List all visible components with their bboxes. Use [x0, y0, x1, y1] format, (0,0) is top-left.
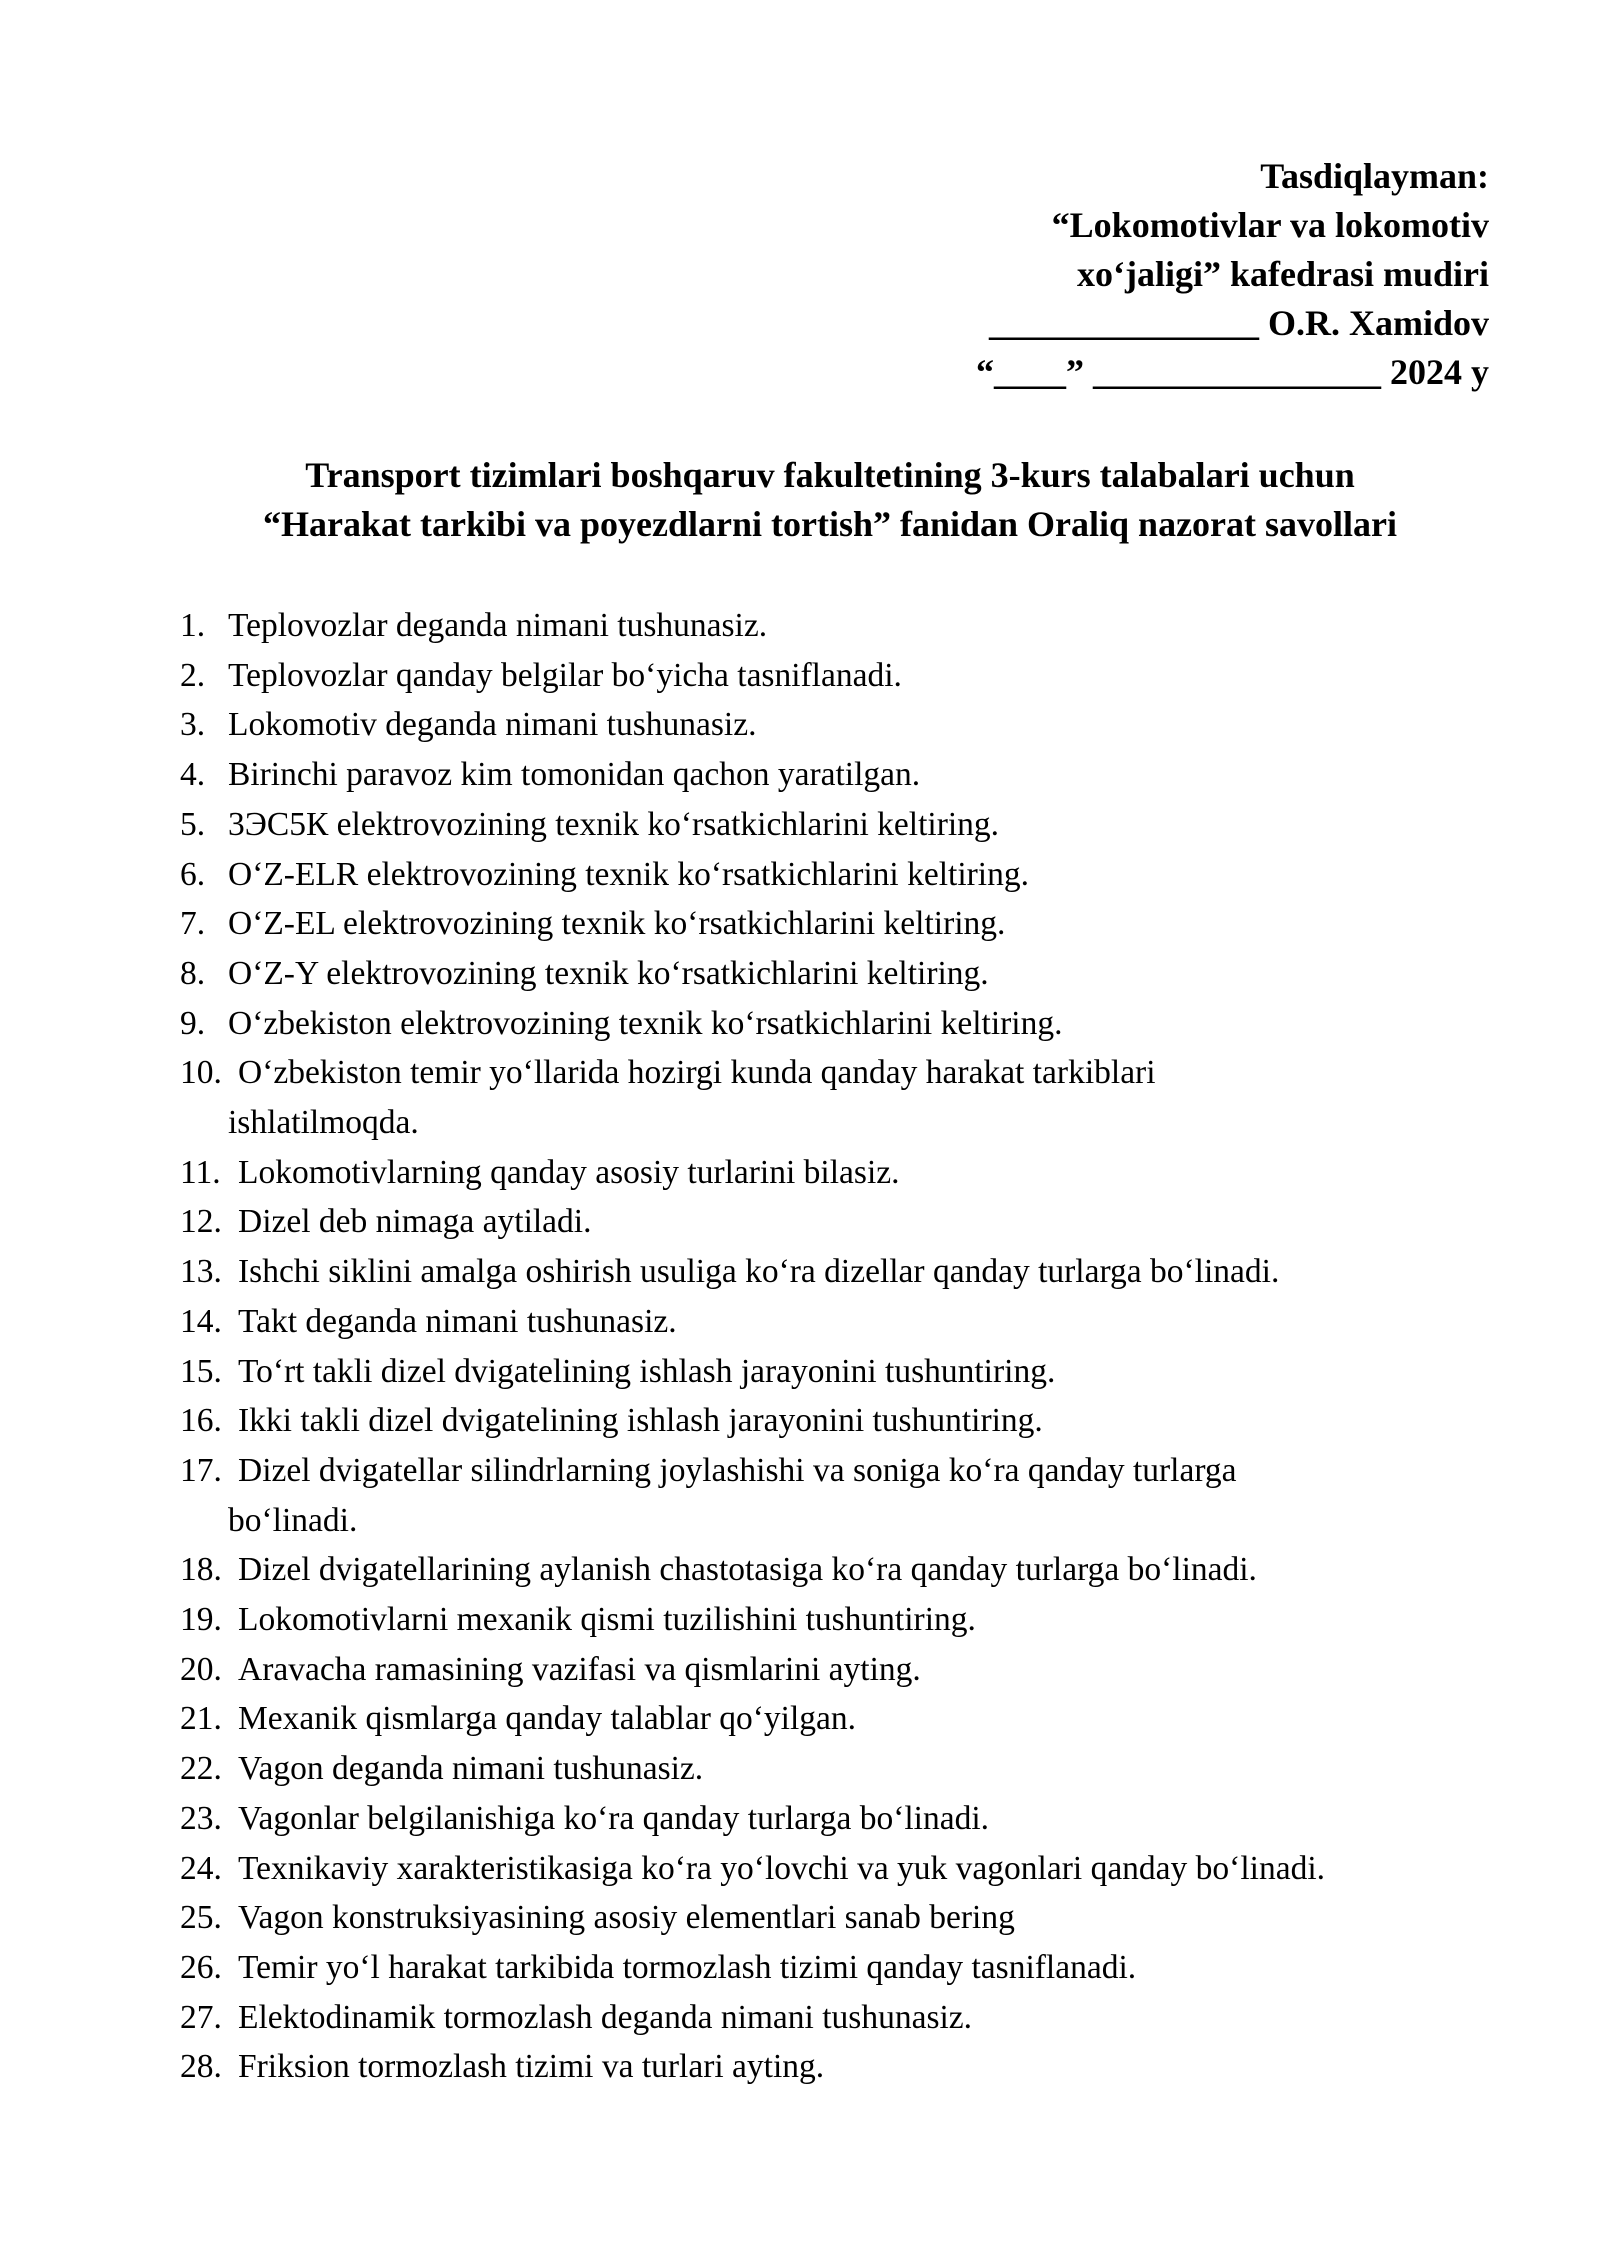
question-number: 19.	[180, 1601, 222, 1639]
question-text-continuation: ishlatilmoqda.	[228, 1104, 419, 1142]
question-number: 9.	[180, 1004, 206, 1042]
title-line-1: Transport tizimlari boshqaruv fakultetining 3-kurs talabalari uchun	[305, 455, 1355, 495]
question-item	[180, 1347, 1480, 1397]
question-text: To‘rt takli dizel dvigatelining ishlash jarayonini tushuntiring.	[238, 1352, 1056, 1390]
question-item	[180, 800, 1480, 850]
question-item	[180, 1446, 1480, 1545]
question-item	[180, 1545, 1480, 1595]
question-item	[180, 1943, 1480, 1993]
document-title	[180, 451, 1480, 549]
question-number: 13.	[180, 1253, 222, 1291]
question-number: 22.	[180, 1750, 222, 1788]
question-text: Dizel dvigatellar silindrlarning joylashishi va soniga ko‘ra qanday turlarga	[238, 1451, 1237, 1489]
question-number: 17.	[180, 1451, 222, 1489]
approval-date-line: “____” ________________ 2024 y	[976, 352, 1489, 392]
question-text: Temir yo‘l harakat tarkibida tormozlash tizimi qanday tasniflanadi.	[238, 1948, 1137, 1986]
question-text: Dizel deb nimaga aytiladi.	[238, 1203, 592, 1241]
question-number: 24.	[180, 1849, 222, 1887]
question-number: 8.	[180, 954, 206, 992]
question-text: Lokomotivlarning qanday asosiy turlarini bilasiz.	[238, 1153, 900, 1191]
question-text: Ikki takli dizel dvigatelining ishlash jarayonini tushuntiring.	[238, 1402, 1043, 1440]
question-item	[180, 1148, 1480, 1198]
question-number: 23.	[180, 1799, 222, 1837]
approval-department-line1: “Lokomotivlar va lokomotiv	[1051, 205, 1489, 245]
question-text-continuation: bo‘linadi.	[228, 1501, 358, 1539]
question-text: O‘Z-EL elektrovozining texnik ko‘rsatkichlarini keltiring.	[228, 905, 1006, 943]
question-item	[180, 750, 1480, 800]
question-item	[180, 651, 1480, 701]
question-item	[180, 1744, 1480, 1794]
question-item	[180, 1993, 1480, 2043]
question-text: Mexanik qismlarga qanday talablar qo‘yilgan.	[238, 1700, 857, 1738]
question-number: 5.	[180, 805, 206, 843]
question-number: 21.	[180, 1700, 222, 1738]
question-number: 18.	[180, 1551, 222, 1589]
question-text: Lokomotivlarni mexanik qismi tuzilishini tushuntiring.	[238, 1601, 976, 1639]
question-number: 2.	[180, 656, 206, 694]
question-text: Takt deganda nimani tushunasiz.	[238, 1302, 677, 1340]
question-text: O‘Z-Y elektrovozining texnik ko‘rsatkichlarini keltiring.	[228, 954, 989, 992]
approval-heading: Tasdiqlayman:	[1260, 156, 1489, 196]
question-number: 20.	[180, 1650, 222, 1688]
question-item	[180, 1247, 1480, 1297]
question-number: 25.	[180, 1899, 222, 1937]
question-number: 11.	[180, 1153, 221, 1191]
question-item	[180, 850, 1480, 900]
approval-signature-line: _______________ O.R. Xamidov	[988, 303, 1489, 343]
title-line-2: “Harakat tarkibi va poyezdlarni tortish” fanidan Oraliq nazorat savollari	[262, 504, 1398, 544]
question-text: Ishchi siklini amalga oshirish usuliga ko‘ra dizellar qanday turlarga bo‘linadi.	[238, 1253, 1280, 1291]
question-text: Texnikaviy xarakteristikasiga ko‘ra yo‘lovchi va yuk vagonlari qanday bo‘linadi.	[238, 1849, 1325, 1887]
question-text: Teplovozlar deganda nimani tushunasiz.	[228, 607, 768, 644]
question-item	[180, 1197, 1480, 1247]
question-text: 3ЭС5К elektrovozining texnik ko‘rsatkichlarini keltiring.	[228, 805, 1000, 843]
question-item	[180, 700, 1480, 750]
question-text: Birinchi paravoz kim tomonidan qachon yaratilgan.	[228, 756, 921, 794]
approval-block	[789, 152, 1489, 397]
question-item	[180, 601, 1480, 651]
question-number: 4.	[180, 756, 206, 794]
question-item	[180, 1396, 1480, 1446]
question-number: 10.	[180, 1054, 222, 1092]
question-number: 1.	[180, 607, 206, 644]
question-number: 7.	[180, 905, 206, 943]
question-item	[180, 1893, 1480, 1943]
question-item	[180, 1794, 1480, 1844]
question-item	[180, 1048, 1480, 1147]
question-text: Vagonlar belgilanishiga ko‘ra qanday turlarga bo‘linadi.	[238, 1799, 990, 1837]
question-text: Teplovozlar qanday belgilar bo‘yicha tasniflanadi.	[228, 656, 902, 694]
question-text: O‘zbekiston temir yo‘llarida hozirgi kunda qanday harakat tarkiblari	[238, 1054, 1156, 1092]
question-number: 15.	[180, 1352, 222, 1390]
question-number: 26.	[180, 1948, 222, 1986]
question-item	[180, 899, 1480, 949]
question-text: Friksion tormozlash tizimi va turlari ayting.	[238, 2048, 825, 2086]
question-text: Elektodinamik tormozlash deganda nimani tushunasiz.	[238, 1998, 973, 2036]
question-text: O‘Z-ELR elektrovozining texnik ko‘rsatkichlarini keltiring.	[228, 855, 1029, 893]
question-text: Aravacha ramasining vazifasi va qismlarini ayting.	[238, 1650, 921, 1688]
question-number: 3.	[180, 706, 206, 744]
question-number: 12.	[180, 1203, 222, 1241]
question-item	[180, 1645, 1480, 1695]
question-number: 27.	[180, 1998, 222, 2036]
question-item	[180, 1694, 1480, 1744]
question-text: Dizel dvigatellarining aylanish chastotasiga ko‘ra qanday turlarga bo‘linadi.	[238, 1551, 1257, 1589]
question-text: Lokomotiv deganda nimani tushunasiz.	[228, 706, 757, 744]
question-list	[180, 601, 1480, 2092]
question-item	[180, 1297, 1480, 1347]
question-number: 16.	[180, 1402, 222, 1440]
question-item	[180, 2042, 1480, 2092]
question-item	[180, 1595, 1480, 1645]
question-text: O‘zbekiston elektrovozining texnik ko‘rsatkichlarini keltiring.	[228, 1004, 1063, 1042]
approval-department-line2: xo‘jaligi” kafedrasi mudiri	[1077, 254, 1489, 294]
question-text: Vagon deganda nimani tushunasiz.	[238, 1750, 704, 1788]
question-number: 14.	[180, 1302, 222, 1340]
question-number: 6.	[180, 855, 206, 893]
question-item	[180, 1844, 1480, 1894]
question-item	[180, 949, 1480, 999]
question-text: Vagon konstruksiyasining asosiy elementlari sanab bering	[238, 1899, 1015, 1937]
question-number: 28.	[180, 2048, 222, 2086]
question-item	[180, 999, 1480, 1049]
